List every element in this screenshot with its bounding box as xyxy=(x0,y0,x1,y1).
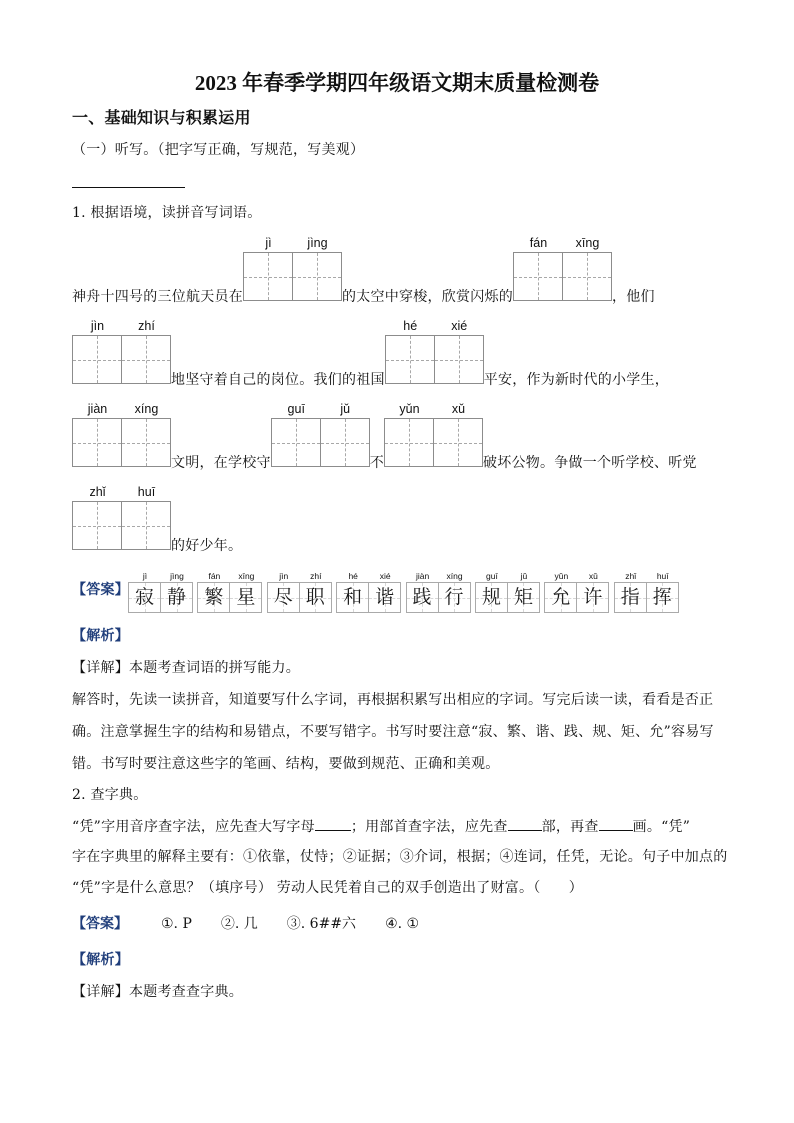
pinyin-label: xié xyxy=(451,319,468,333)
question-text: 画。“凭” xyxy=(632,819,691,835)
grid-cell xyxy=(385,419,433,466)
answer-pinyin: zhǐ xyxy=(625,571,637,581)
explanation-line: 解答时，先读一读拼音，知道要写什么字词，再根据积累写出相应的字词。写完后读一读，看看是否正 xyxy=(72,692,714,708)
blank-line xyxy=(315,816,351,831)
answer-char: 许 xyxy=(576,583,608,612)
grid-cell xyxy=(320,419,369,466)
answer-char: 静 xyxy=(160,583,192,612)
sentence-text: 神舟十四号的三位航天员在 xyxy=(72,289,243,305)
question-text: “凭”字用音序查字法，应先查大写字母 xyxy=(72,819,315,835)
grid-cell xyxy=(272,419,320,466)
pinyin-box-group xyxy=(72,317,171,384)
pinyin-box-group xyxy=(513,234,612,301)
fill-in-line xyxy=(72,234,655,305)
pinyin-label: xíng xyxy=(134,402,159,416)
answer-pinyin: zhí xyxy=(310,571,322,581)
pinyin-row xyxy=(385,317,484,335)
answer-pinyin: jǔ xyxy=(520,571,528,581)
question-text: 部，再查 xyxy=(541,819,599,835)
explanation-line: 错。书写时要注意这些字的笔画、结构，要做到规范、正确和美观。 xyxy=(72,756,500,772)
pinyin-box-group xyxy=(72,400,171,467)
pinyin-row xyxy=(72,317,171,335)
detail-text: 本题考查查字典。 xyxy=(129,984,243,1000)
answer-word xyxy=(406,570,471,613)
sentence-text: 地坚守着自己的岗位。我们的祖国 xyxy=(171,372,385,388)
grid-cell xyxy=(292,253,341,300)
answer-grid xyxy=(614,582,679,613)
pinyin-label: yǔn xyxy=(399,402,420,416)
exam-title: 2023 年春季学期四年级语文期末质量检测卷 xyxy=(194,71,600,95)
pinyin-box-group xyxy=(271,400,370,467)
pinyin-row xyxy=(271,400,370,418)
answer-char: 允 xyxy=(545,583,576,612)
answer-grid xyxy=(128,582,193,613)
pinyin-label: zhí xyxy=(138,319,155,333)
answer-grid xyxy=(475,582,540,613)
pinyin-box-group xyxy=(72,483,171,550)
grid-cell xyxy=(73,502,121,549)
writing-grid xyxy=(385,335,484,384)
question-2-prompt: 2. 查字典。 xyxy=(72,787,148,803)
answer-item: ④. ① xyxy=(385,916,420,932)
detail-label: 【详解】 xyxy=(72,660,129,676)
fill-in-line xyxy=(72,483,243,554)
grid-cell xyxy=(121,336,170,383)
grid-cell xyxy=(434,336,483,383)
answer-label: 【答案】 xyxy=(72,582,129,598)
answer-pinyin: xié xyxy=(379,571,391,581)
pinyin-row xyxy=(72,400,171,418)
answer-row xyxy=(72,914,419,934)
sentence-text: 的太空中穿梭，欣赏闪烁的 xyxy=(342,289,513,305)
sentence-text: 文明，在学校守 xyxy=(171,455,271,471)
answer-char: 指 xyxy=(615,583,646,612)
answer-word xyxy=(614,570,679,613)
detail-line xyxy=(72,658,300,678)
grid-cell xyxy=(244,253,292,300)
pinyin-row xyxy=(243,234,342,252)
answer-pinyin: jì xyxy=(142,571,148,581)
writing-grid xyxy=(72,335,171,384)
answer-char: 星 xyxy=(229,583,261,612)
answer-pinyin: fán xyxy=(208,571,221,581)
pinyin-label: jì xyxy=(265,236,272,250)
answer-grid xyxy=(336,582,401,613)
question-2-line: “凭”字是什么意思？（填序号） 劳动人民凭着自己的双手创造出了财富。（ ） xyxy=(72,880,583,896)
answer-item: ③. 6##六 xyxy=(286,916,357,932)
answer-pinyin: xīng xyxy=(238,571,255,581)
answer-word xyxy=(544,570,609,613)
answer-word xyxy=(197,570,262,613)
answer-pinyin: huī xyxy=(656,571,669,581)
answer-char: 矩 xyxy=(507,583,539,612)
answer-grid xyxy=(267,582,332,613)
detail-label: 【详解】 xyxy=(72,984,129,1000)
pinyin-row xyxy=(72,483,171,501)
answer-grid xyxy=(544,582,609,613)
pinyin-label: fán xyxy=(529,236,548,250)
pinyin-label: hé xyxy=(403,319,418,333)
pinyin-label: xīng xyxy=(575,236,600,250)
answer-grid-row xyxy=(128,570,679,613)
question-text: ；用部首查字法，应先查 xyxy=(350,819,508,835)
question-2-line: 字在字典里的解释主要有：①依靠，仗恃；②证据；③介词，根据；④连词，任凭，无论。句子中加点的 xyxy=(72,849,728,865)
pinyin-row xyxy=(513,234,612,252)
grid-cell xyxy=(562,253,611,300)
question-2-line xyxy=(72,816,690,837)
pinyin-row xyxy=(384,400,483,418)
analysis-label: 【解析】 xyxy=(72,952,129,968)
grid-cell xyxy=(121,419,170,466)
grid-cell xyxy=(73,336,121,383)
answer-char: 践 xyxy=(407,583,438,612)
pinyin-label: guī xyxy=(287,402,305,416)
answer-char: 行 xyxy=(438,583,470,612)
pinyin-box-group xyxy=(384,400,483,467)
detail-text: 本题考查词语的拼写能力。 xyxy=(129,660,300,676)
pinyin-box-group xyxy=(243,234,342,301)
sentence-text: 不 xyxy=(369,455,384,471)
pinyin-label: xǔ xyxy=(451,402,466,416)
dictation-instruction: （一）听写。（把字写正确，写规范，写美观） xyxy=(72,142,365,158)
pinyin-label: jǔ xyxy=(340,402,351,416)
answer-char: 挥 xyxy=(646,583,678,612)
writing-grid xyxy=(384,418,483,467)
answer-pinyin: guī xyxy=(486,571,498,581)
pinyin-label: huī xyxy=(137,485,156,499)
question-1-prompt: 1. 根据语境，读拼音写词语。 xyxy=(72,205,262,221)
blank-line xyxy=(599,816,633,831)
answer-item: ②. 几 xyxy=(220,916,258,932)
answer-word xyxy=(267,570,332,613)
pinyin-label: jiàn xyxy=(87,402,108,416)
fill-in-line xyxy=(72,400,697,471)
pinyin-box-group xyxy=(385,317,484,384)
sentence-text: 破坏公物。争做一个听学校、听党 xyxy=(483,455,697,471)
grid-cell xyxy=(73,419,121,466)
answer-char: 尽 xyxy=(268,583,299,612)
answer-grid xyxy=(197,582,262,613)
writing-grid xyxy=(72,501,171,550)
answer-label: 【答案】 xyxy=(72,916,128,932)
answer-word xyxy=(128,570,193,613)
grid-cell xyxy=(514,253,562,300)
answer-pinyin: jìng xyxy=(170,571,184,581)
divider-line xyxy=(72,187,185,188)
answer-word xyxy=(336,570,401,613)
writing-grid xyxy=(271,418,370,467)
explanation-line: 确。注意掌握生字的结构和易错点，不要写错字。书写时要注意“寂、繁、谐、践、规、矩、允”容易写 xyxy=(72,724,714,740)
answer-word xyxy=(475,570,540,613)
answer-char: 职 xyxy=(299,583,331,612)
answer-pinyin: yǔn xyxy=(554,571,569,581)
fill-in-line xyxy=(72,317,669,388)
grid-cell xyxy=(121,502,170,549)
answer-pinyin: jìn xyxy=(279,571,289,581)
answer-pinyin: jiàn xyxy=(415,571,430,581)
sentence-text: ，他们 xyxy=(612,289,655,305)
writing-grid xyxy=(513,252,612,301)
answer-char: 繁 xyxy=(198,583,229,612)
sentence-text: 的好少年。 xyxy=(171,538,243,554)
detail-line xyxy=(72,982,243,1002)
answer-grid xyxy=(406,582,471,613)
blank-line xyxy=(508,816,542,831)
pinyin-label: zhǐ xyxy=(89,485,106,499)
answer-pinyin: hé xyxy=(348,571,358,581)
analysis-label: 【解析】 xyxy=(72,628,129,644)
answer-char: 和 xyxy=(337,583,368,612)
sentence-text: 平安，作为新时代的小学生， xyxy=(483,372,669,388)
grid-cell xyxy=(433,419,482,466)
answer-char: 寂 xyxy=(129,583,160,612)
answer-char: 规 xyxy=(476,583,507,612)
answer-char: 谐 xyxy=(368,583,400,612)
answer-pinyin: xǔ xyxy=(588,571,598,581)
pinyin-label: jìn xyxy=(90,319,105,333)
answer-pinyin: xíng xyxy=(446,571,463,581)
answer-item: ①. P xyxy=(161,916,192,932)
section-heading: 一、基础知识与积累运用 xyxy=(72,108,251,127)
pinyin-label: jìng xyxy=(307,236,328,250)
writing-grid xyxy=(72,418,171,467)
writing-grid xyxy=(243,252,342,301)
grid-cell xyxy=(386,336,434,383)
